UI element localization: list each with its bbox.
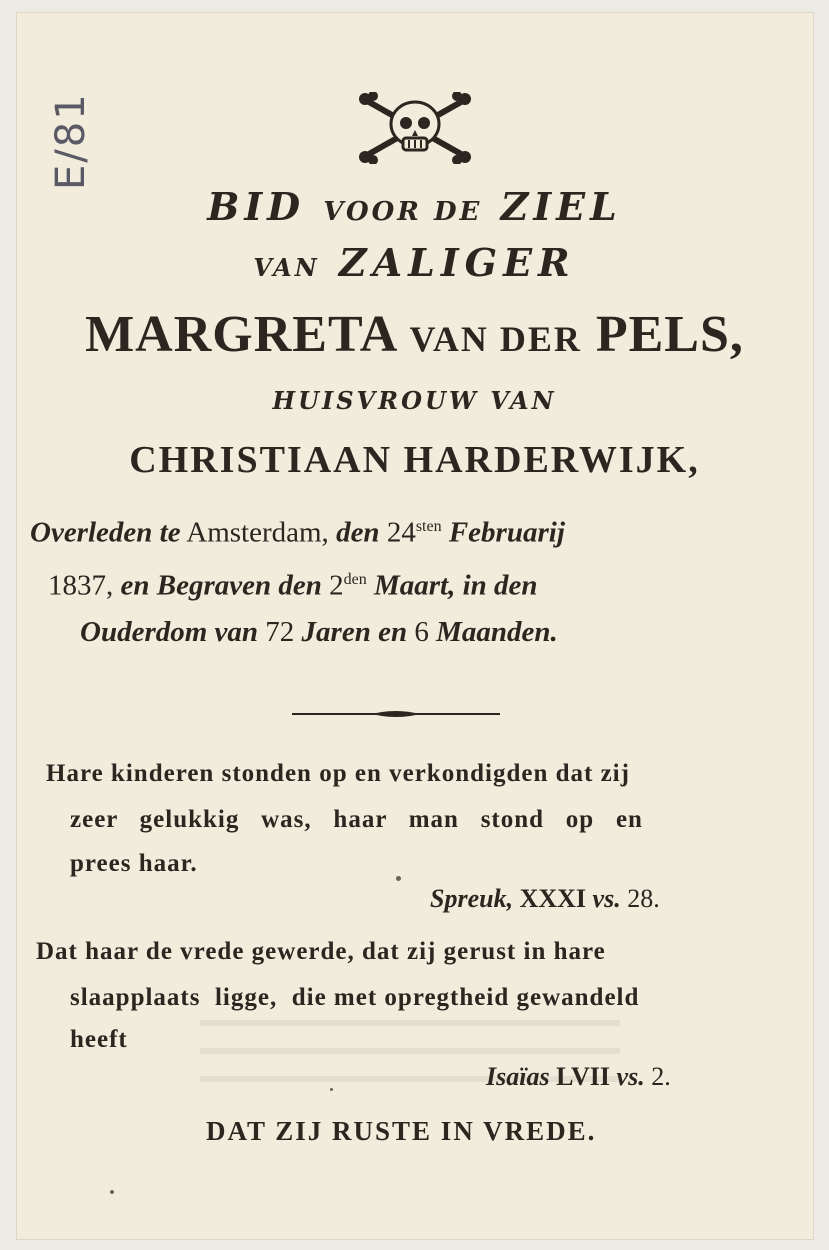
verse-1-line-2: zeer gelukkig was, haar man stond op en — [70, 806, 643, 833]
text-month-maart: Maart — [373, 569, 449, 602]
text-years: 72 — [265, 616, 295, 648]
ornamental-divider — [292, 704, 500, 714]
spouse-label: HUISVROUW VAN — [272, 386, 557, 415]
verse-2-line-3: heeft — [70, 1026, 128, 1053]
handwritten-note: E/81 — [48, 92, 94, 190]
bleed-through-texture — [200, 1020, 620, 1100]
closing-prayer: DAT ZIJ RUSTE IN VREDE. — [206, 1116, 597, 1146]
ink-speck — [330, 1088, 333, 1091]
text-den: den — [336, 516, 380, 549]
ref1-book: Spreuk, — [430, 884, 514, 913]
heading-voor-de: VOOR DE — [323, 197, 483, 227]
spouse-name: CHRISTIAAN HARDERWIJK, — [129, 439, 700, 481]
death-details-line-2 — [48, 553, 788, 613]
verse-2-line-1: Dat haar de vrede gewerde, dat zij gerust in hare — [36, 938, 606, 965]
text-day-suffix: sten — [415, 518, 442, 535]
verse-2-line-2: slaapplaats ligge, die met opregtheid gewandeld — [70, 984, 640, 1011]
text-begraven: en Begraven den — [120, 569, 322, 602]
ref2-verse: 2. — [651, 1062, 671, 1091]
heading-bid: BID — [207, 184, 306, 229]
death-details-line-3 — [80, 606, 780, 659]
ink-speck — [110, 1190, 114, 1194]
deceased-surname: PELS — [595, 306, 730, 363]
verse-1-line-3: prees haar. — [70, 850, 198, 877]
text-burial-day-suffix: den — [343, 571, 367, 588]
ref1-chapter: XXXI — [519, 884, 587, 913]
text-ouderdom: Ouderdom van — [80, 616, 259, 648]
text-overleden: Overleden te — [30, 516, 181, 549]
text-month-feb: Februarij — [448, 516, 565, 549]
heading-van: VAN — [253, 253, 320, 282]
text-maanden: Maanden. — [436, 616, 558, 648]
ref1-verse: 28. — [627, 884, 660, 913]
text-burial-day: 2 — [329, 569, 344, 602]
text-jaren-en: Jaren en — [301, 616, 408, 648]
ref1-vs: vs. — [592, 884, 621, 913]
skull-crossbones-icon — [0, 92, 829, 164]
heading-line-2 — [0, 240, 829, 285]
deceased-name-particle: VAN DER — [409, 319, 582, 359]
text-months: 6 — [414, 616, 429, 648]
verse-1-reference — [430, 884, 660, 914]
text-day: 24 — [386, 516, 416, 549]
ref2-vs: vs. — [616, 1062, 645, 1091]
deceased-first-name: MARGRETA — [85, 306, 396, 363]
text-in-den: , in den — [448, 569, 538, 602]
deceased-name-punct: , — [729, 306, 744, 363]
ink-speck — [396, 876, 401, 881]
heading-line-1 — [0, 184, 829, 229]
text-year: 1837, — [48, 569, 114, 602]
heading-zaliger: ZALIGER — [338, 240, 576, 285]
verse-1-line-1: Hare kinderen stonden op en verkondigden dat zij — [46, 760, 630, 787]
text-city: Amsterdam, — [186, 516, 329, 549]
ref2-chapter: LVII — [556, 1062, 611, 1091]
heading-ziel: ZIEL — [500, 184, 622, 229]
deceased-name — [0, 305, 829, 364]
death-details-line-1 — [30, 500, 800, 560]
ref2-book: Isaïas — [486, 1062, 550, 1091]
